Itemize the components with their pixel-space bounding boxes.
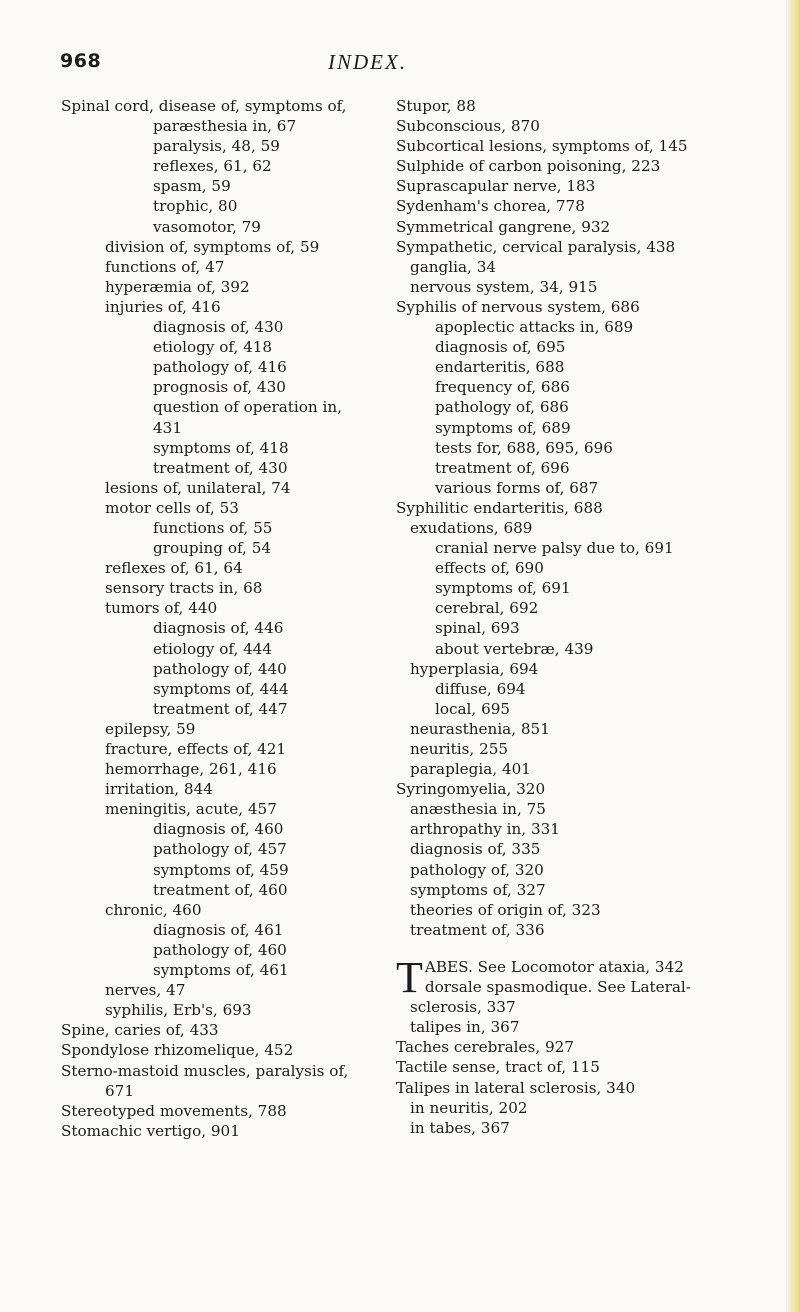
index-subentry: vasomotor, 79 bbox=[153, 217, 261, 236]
index-subentry: hyperplasia, 694 bbox=[410, 659, 539, 678]
index-entry: Subcortical lesions, symptoms of, 145 bbox=[396, 137, 688, 156]
index-subentry: chronic, 460 bbox=[105, 900, 202, 919]
index-entry: Spine, caries of, 433 bbox=[61, 1021, 219, 1040]
index-subentry: symptoms of, 461 bbox=[153, 961, 289, 980]
index-subentry: meningitis, acute, 457 bbox=[105, 800, 277, 819]
index-entry: Symmetrical gangrene, 932 bbox=[396, 217, 611, 236]
index-entry: Stomachic vertigo, 901 bbox=[61, 1121, 240, 1140]
index-subentry: 431 bbox=[153, 418, 182, 437]
index-column-left bbox=[61, 96, 441, 1141]
index-entry: Stupor, 88 bbox=[396, 97, 476, 115]
index-entry: Sydenham's chorea, 778 bbox=[396, 197, 585, 216]
index-entry: Spinal cord, disease of, symptoms of, bbox=[61, 97, 347, 115]
index-subentry: treatment of, 447 bbox=[153, 699, 288, 718]
index-entry: Sympathetic, cervical paralysis, 438 bbox=[396, 237, 676, 256]
index-subentry: diagnosis of, 446 bbox=[153, 619, 284, 638]
index-subentry: fracture, effects of, 421 bbox=[105, 740, 287, 758]
index-subentry: neuritis, 255 bbox=[410, 740, 509, 758]
index-subentry: theories of origin of, 323 bbox=[410, 900, 601, 919]
index-subentry: symptoms of, 418 bbox=[153, 438, 289, 457]
index-subentry: in neuritis, 202 bbox=[410, 1098, 528, 1117]
index-entry: Spondylose rhizomelique, 452 bbox=[61, 1041, 294, 1060]
index-subentry: hyperæmia of, 392 bbox=[105, 277, 250, 296]
index-subentry: sensory tracts in, 68 bbox=[105, 579, 263, 598]
index-subentry: pathology of, 416 bbox=[153, 358, 287, 377]
index-subentry: tumors of, 440 bbox=[105, 599, 218, 618]
index-entry: Tactile sense, tract of, 115 bbox=[396, 1058, 600, 1077]
index-subentry: treatment of, 696 bbox=[435, 458, 570, 477]
index-subentry: motor cells of, 53 bbox=[105, 498, 239, 517]
index-entry: Syphilitic endarteritis, 688 bbox=[396, 498, 603, 517]
index-entry: Subconscious, 870 bbox=[396, 117, 540, 136]
index-subentry: paralysis, 48, 59 bbox=[153, 137, 280, 156]
index-subentry: pathology of, 320 bbox=[410, 860, 544, 879]
index-subentry: pathology of, 460 bbox=[153, 940, 287, 959]
index-subentry: cerebral, 692 bbox=[435, 599, 539, 618]
index-subentry: local, 695 bbox=[435, 699, 511, 718]
index-subentry: treatment of, 336 bbox=[410, 920, 545, 939]
index-subentry: frequency of, 686 bbox=[435, 378, 570, 397]
index-entry: Syringomyelia, 320 bbox=[396, 780, 546, 799]
index-subentry: reflexes, 61, 62 bbox=[153, 157, 272, 176]
index-subentry: 671 bbox=[105, 1081, 134, 1100]
index-subentry: talipes in, 367 bbox=[410, 1018, 520, 1037]
index-subentry: paraplegia, 401 bbox=[410, 760, 531, 779]
index-subentry: various forms of, 687 bbox=[435, 478, 599, 497]
index-subentry: hemorrhage, 261, 416 bbox=[105, 760, 277, 779]
index-subentry: symptoms of, 327 bbox=[410, 880, 546, 899]
index-subentry: effects of, 690 bbox=[435, 559, 544, 578]
index-subentry: treatment of, 430 bbox=[153, 458, 288, 477]
index-subentry: diagnosis of, 460 bbox=[153, 820, 284, 839]
index-subentry: anæsthesia in, 75 bbox=[410, 800, 546, 819]
index-subentry: pathology of, 440 bbox=[153, 659, 287, 678]
index-entry: Talipes in lateral sclerosis, 340 bbox=[396, 1078, 636, 1097]
index-subentry: treatment of, 460 bbox=[153, 880, 288, 899]
index-entry: Suprascapular nerve, 183 bbox=[396, 177, 596, 196]
index-subentry: pathology of, 686 bbox=[435, 398, 569, 417]
drop-cap: T bbox=[396, 952, 423, 1002]
index-subentry: question of operation in, bbox=[153, 398, 342, 417]
tabes-line-2: dorsale spasmodique. See Lateral- bbox=[424, 978, 691, 997]
index-subentry: nervous system, 34, 915 bbox=[410, 277, 598, 296]
index-subentry: symptoms of, 691 bbox=[435, 579, 571, 598]
index-subentry: grouping of, 54 bbox=[153, 539, 272, 558]
index-subentry: diffuse, 694 bbox=[435, 679, 526, 698]
index-subentry: functions of, 55 bbox=[153, 518, 273, 537]
index-subentry: symptoms of, 689 bbox=[435, 418, 571, 437]
index-subentry: etiology of, 418 bbox=[153, 338, 273, 357]
index-subentry: in tabes, 367 bbox=[410, 1118, 510, 1137]
index-subentry: diagnosis of, 335 bbox=[410, 840, 541, 859]
index-column-right bbox=[396, 96, 776, 1138]
tabes-entry bbox=[396, 952, 776, 1138]
index-subentry: symptoms of, 459 bbox=[153, 860, 289, 879]
index-entry: Taches cerebrales, 927 bbox=[396, 1038, 574, 1057]
index-subentry: diagnosis of, 430 bbox=[153, 318, 284, 337]
index-subentry: spasm, 59 bbox=[153, 177, 231, 196]
index-subentry: exudations, 689 bbox=[410, 518, 533, 537]
index-subentry: diagnosis of, 695 bbox=[435, 338, 566, 357]
index-subentry: reflexes of, 61, 64 bbox=[105, 559, 243, 578]
index-subentry: apoplectic attacks in, 689 bbox=[435, 318, 634, 337]
index-subentry: irritation, 844 bbox=[105, 780, 213, 799]
index-subentry: diagnosis of, 461 bbox=[153, 920, 284, 939]
index-subentry: ganglia, 34 bbox=[410, 257, 497, 276]
index-entry: Sulphide of carbon poisoning, 223 bbox=[396, 157, 661, 176]
index-entry: Sterno-mastoid muscles, paralysis of, bbox=[61, 1061, 349, 1080]
index-subentry: pathology of, 457 bbox=[153, 840, 287, 859]
tabes-line-1: ABES. See Locomotor ataxia, 342 bbox=[424, 957, 684, 976]
index-subentry: lesions of, unilateral, 74 bbox=[105, 478, 291, 497]
index-subentry: syphilis, Erb's, 693 bbox=[105, 1001, 252, 1020]
index-subentry: cranial nerve palsy due to, 691 bbox=[435, 539, 674, 558]
index-subentry: prognosis of, 430 bbox=[153, 378, 286, 397]
index-entry: Stereotyped movements, 788 bbox=[61, 1101, 287, 1120]
index-subentry: trophic, 80 bbox=[153, 197, 238, 216]
index-subentry: paræsthesia in, 67 bbox=[153, 117, 297, 136]
index-subentry: spinal, 693 bbox=[435, 619, 520, 638]
index-subentry: injuries of, 416 bbox=[105, 297, 221, 316]
index-subentry: symptoms of, 444 bbox=[153, 679, 289, 698]
index-subentry: nerves, 47 bbox=[105, 981, 186, 1000]
index-subentry: sclerosis, 337 bbox=[410, 998, 516, 1017]
page-number: 968 bbox=[60, 50, 102, 72]
index-entry: Syphilis of nervous system, 686 bbox=[396, 297, 640, 316]
index-subentry: epilepsy, 59 bbox=[105, 719, 196, 738]
index-subentry: endarteritis, 688 bbox=[435, 358, 565, 377]
index-subentry: tests for, 688, 695, 696 bbox=[435, 438, 613, 457]
page-edge bbox=[786, 0, 800, 1312]
index-subentry: neurasthenia, 851 bbox=[410, 719, 550, 738]
page-header bbox=[60, 50, 740, 80]
page-title: INDEX. bbox=[328, 50, 408, 74]
index-subentry: division of, symptoms of, 59 bbox=[105, 237, 320, 256]
index-subentry: arthropathy in, 331 bbox=[410, 820, 560, 839]
index-subentry: about vertebræ, 439 bbox=[435, 639, 594, 658]
index-subentry: functions of, 47 bbox=[105, 257, 225, 276]
index-subentry: etiology of, 444 bbox=[153, 639, 273, 658]
